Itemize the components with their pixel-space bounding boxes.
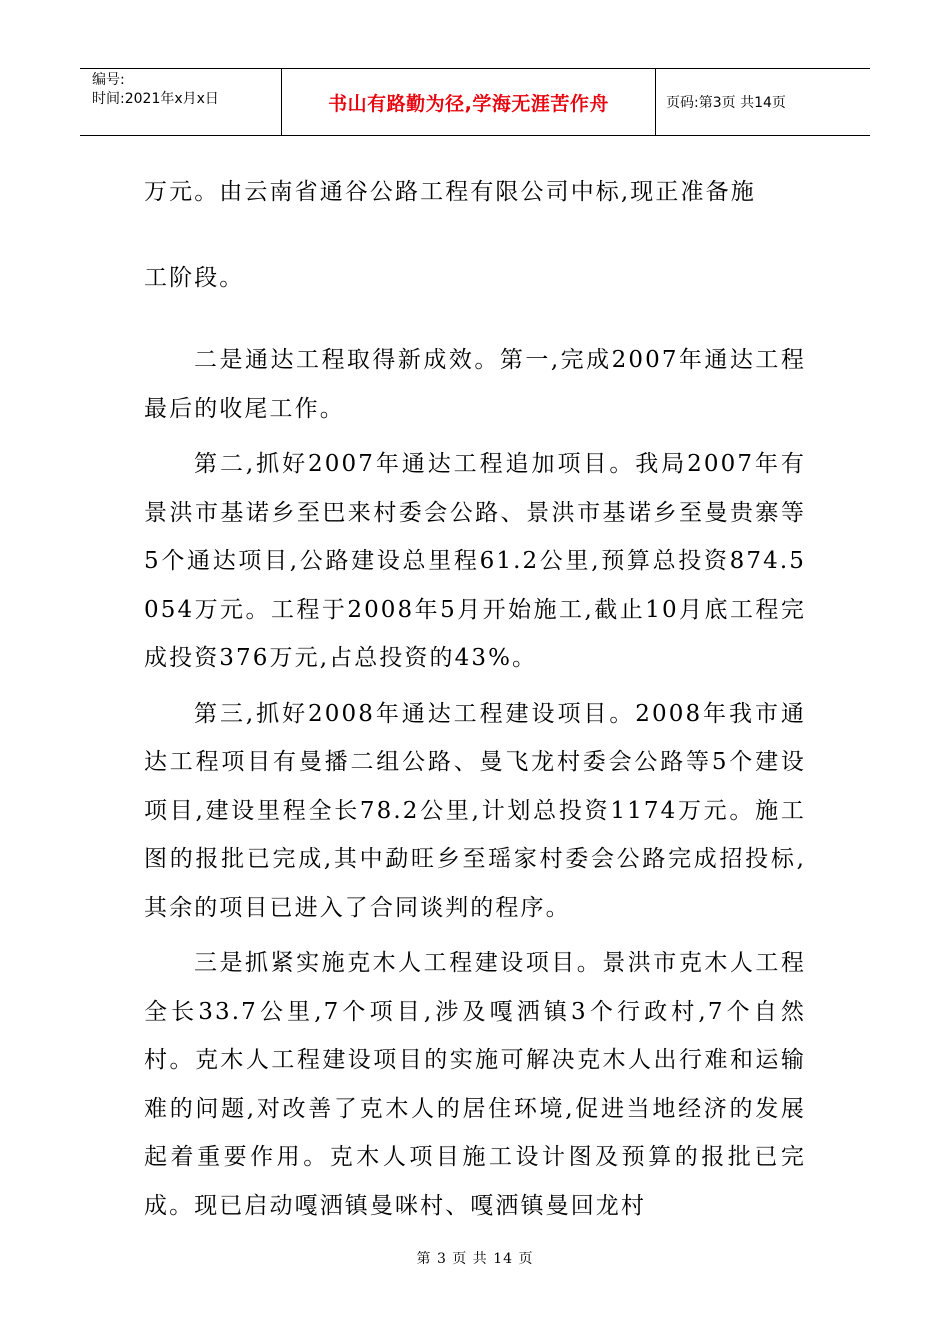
paragraph-4: 第二,抓好2007年通达工程追加项目。我局2007年有景洪市基诺乡至巴来村委会公路、景洪市基诺乡至曼贵寨等5个通达项目,公路建设总里程61.2公里,预算总投资874.5054万元。工程于2008年5月开始施工,截止10月底工程完成投资376万元,占总投资的43%。 bbox=[144, 451, 806, 671]
header-meta-cell bbox=[80, 69, 282, 135]
paragraph-1: 万元。由云南省通谷公路工程有限公司中标,现正准备施 bbox=[144, 179, 756, 205]
paragraph-5: 第三,抓好2008年通达工程建设项目。2008年我市通达工程项目有曼播二组公路、曼飞龙村委会公路等5个建设项目,建设里程全长78.2公里,计划总投资1174万元。施工图的报批已完成,其中勐旺乡至瑶家村委会公路完成招投标,其余的项目已进入了合同谈判的程序。 bbox=[144, 700, 806, 921]
document-body bbox=[144, 168, 806, 1230]
page-header bbox=[80, 68, 870, 136]
header-page-info: 页码:第3页 共14页 bbox=[666, 95, 786, 111]
paragraph-6: 三是抓紧实施克木人工程建设项目。景洪市克木人工程全长33.7公里,7个项目,涉及嘎洒镇3个行政村,7个自然村。克木人工程建设项目的实施可解决克木人出行难和运输难的问题,对改善了克木人的居住环境,促进当地经济的发展起着重要作用。克木人项目施工设计图及预算的报批已完成。现已启动嘎洒镇曼咪村、嘎洒镇曼回龙村 bbox=[144, 950, 806, 1219]
paragraph-2: 工阶段。 bbox=[144, 264, 245, 291]
header-motto: 书山有路勤为径,学海无涯苦作舟 bbox=[328, 92, 609, 115]
paragraph-3: 二是通达工程取得新成效。第一,完成2007年通达工程最后的收尾工作。 bbox=[144, 347, 806, 422]
page-footer: 第 3 页 共 14 页 bbox=[416, 1251, 534, 1267]
document-number-label: 编号: bbox=[92, 72, 125, 88]
header-motto-cell bbox=[282, 69, 656, 135]
document-time-label: 时间:2021年x月x日 bbox=[92, 91, 219, 107]
header-page-cell bbox=[656, 69, 870, 135]
